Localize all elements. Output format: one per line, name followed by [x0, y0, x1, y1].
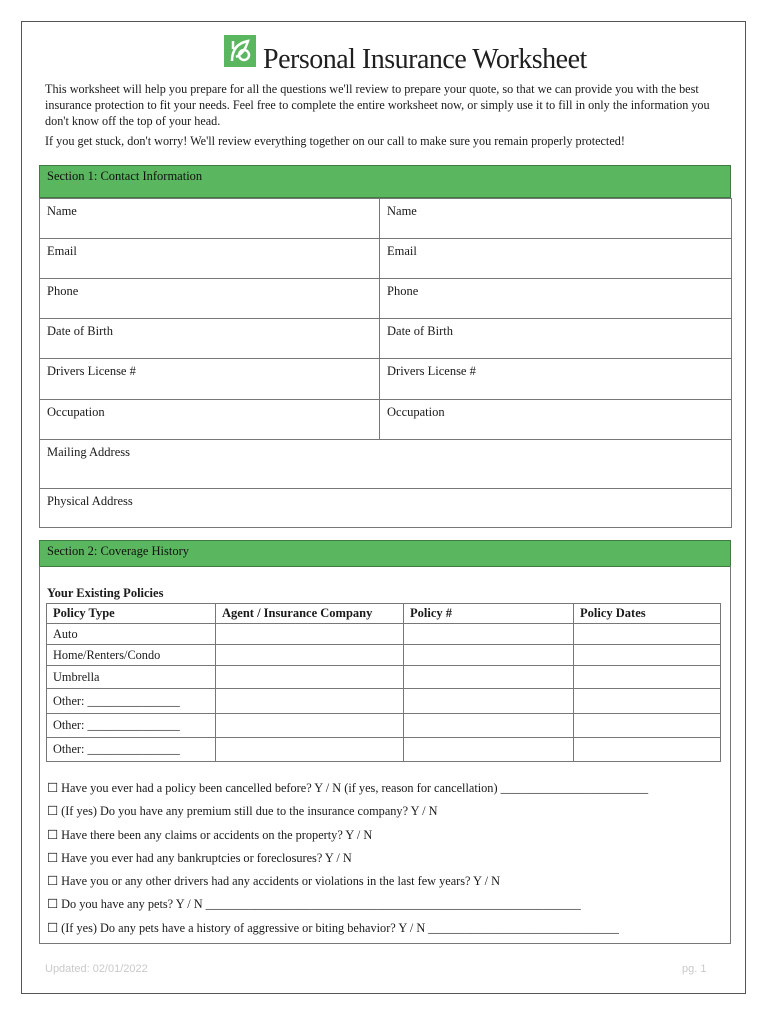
field-name-left[interactable]: [40, 199, 380, 239]
question-item[interactable]: ☐ Do you have any pets? Y / N _____________________________________________________________: [47, 897, 581, 912]
policy-type-cell[interactable]: Other: _______________: [47, 689, 216, 714]
column-header: Policy Dates: [574, 604, 721, 624]
agent-cell[interactable]: [216, 645, 404, 666]
policy-dates-cell[interactable]: [574, 738, 721, 762]
policy-dates-cell[interactable]: [574, 624, 721, 645]
agent-cell[interactable]: [216, 689, 404, 714]
field-dob-left[interactable]: [40, 319, 380, 359]
column-header: Policy #: [404, 604, 574, 624]
table-row: [47, 738, 721, 762]
section1-header: [39, 165, 731, 198]
field-email-left[interactable]: [40, 239, 380, 279]
question-item[interactable]: ☐ (If yes) Do you have any premium still due to the insurance company? Y / N: [47, 804, 438, 819]
field-license-left[interactable]: [40, 359, 380, 400]
policy-dates-cell[interactable]: [574, 689, 721, 714]
policy-type-cell[interactable]: Other: _______________: [47, 738, 216, 762]
field-occupation-left[interactable]: [40, 400, 380, 440]
field-occupation-right[interactable]: [380, 400, 732, 440]
column-header: Agent / Insurance Company: [216, 604, 404, 624]
agent-cell[interactable]: [216, 666, 404, 689]
field-license-right[interactable]: [380, 359, 732, 400]
table-row: [47, 689, 721, 714]
section1-title: Section 1: Contact Information: [47, 169, 203, 183]
field-label: Email: [387, 244, 417, 258]
updated-date: Updated: 02/01/2022: [45, 963, 148, 975]
policy-dates-cell[interactable]: [574, 645, 721, 666]
policies-table: [46, 603, 721, 762]
policy-number-cell[interactable]: [404, 624, 574, 645]
policy-type-cell: Auto: [47, 624, 216, 645]
table-row: [47, 714, 721, 738]
table-row: [47, 645, 721, 666]
question-item[interactable]: ☐ Have you or any other drivers had any accidents or violations in the last few years? Y / N: [47, 874, 501, 889]
field-label: Mailing Address: [47, 445, 130, 459]
header: [0, 34, 770, 78]
field-label: Name: [387, 204, 417, 218]
policy-type-cell[interactable]: Other: _______________: [47, 714, 216, 738]
field-label: Drivers License #: [387, 364, 476, 378]
question-item[interactable]: ☐ (If yes) Do any pets have a history of aggressive or biting behavior? Y / N _______________________________: [47, 920, 619, 935]
policy-type-cell: Home/Renters/Condo: [47, 645, 216, 666]
field-name-right[interactable]: [380, 199, 732, 239]
page-number: pg. 1: [682, 963, 707, 975]
policy-number-cell[interactable]: [404, 738, 574, 762]
field-label: Occupation: [387, 405, 445, 419]
question-item[interactable]: ☐ Have there been any claims or accidents on the property? Y / N: [47, 827, 373, 842]
field-phone-left[interactable]: [40, 279, 380, 319]
page-title: Personal Insurance Worksheet: [263, 44, 587, 75]
field-phone-right[interactable]: [380, 279, 732, 319]
agent-cell[interactable]: [216, 624, 404, 645]
questions-list: [47, 781, 727, 944]
field-label: Physical Address: [47, 494, 133, 508]
field-label: Drivers License #: [47, 364, 136, 378]
intro-text: [45, 81, 735, 153]
intro-paragraph: If you get stuck, don't worry! We'll review everything together on our call to make sure you remain properly protected!: [45, 134, 625, 148]
table-row: [47, 666, 721, 689]
leaf-logo-icon: [224, 35, 256, 67]
field-label: Name: [47, 204, 77, 218]
field-physical-address[interactable]: [40, 489, 732, 528]
field-label: Phone: [387, 284, 419, 298]
policy-type-cell: Umbrella: [47, 666, 216, 689]
policy-number-cell[interactable]: [404, 645, 574, 666]
column-header: Policy Type: [47, 604, 216, 624]
intro-paragraph: This worksheet will help you prepare for all the questions we'll review to prepare your quote, so that we can provide you with the best insurance protection to fit your needs. Feel free to complete the entire worksheet now, or simply use it to fill in only the information you don't know off the top of your head.: [45, 82, 710, 128]
field-email-right[interactable]: [380, 239, 732, 279]
section2-title: Section 2: Coverage History: [47, 544, 189, 558]
field-label: Occupation: [47, 405, 105, 419]
section2-header: [39, 540, 731, 567]
field-label: Date of Birth: [47, 324, 113, 338]
policies-heading: Your Existing Policies: [47, 586, 164, 600]
policy-number-cell[interactable]: [404, 666, 574, 689]
question-item[interactable]: ☐ Have you ever had any bankruptcies or foreclosures? Y / N: [47, 850, 352, 865]
field-label: Phone: [47, 284, 79, 298]
field-label: Date of Birth: [387, 324, 453, 338]
agent-cell[interactable]: [216, 714, 404, 738]
policy-dates-cell[interactable]: [574, 714, 721, 738]
policy-number-cell[interactable]: [404, 689, 574, 714]
field-dob-right[interactable]: [380, 319, 732, 359]
policy-dates-cell[interactable]: [574, 666, 721, 689]
contact-info-table: [39, 198, 732, 528]
policy-number-cell[interactable]: [404, 714, 574, 738]
field-mailing-address[interactable]: [40, 440, 732, 489]
table-row: [47, 624, 721, 645]
agent-cell[interactable]: [216, 738, 404, 762]
field-label: Email: [47, 244, 77, 258]
question-item[interactable]: ☐ Have you ever had a policy been cancelled before? Y / N (if yes, reason for cancellation) ________________________: [47, 781, 649, 795]
